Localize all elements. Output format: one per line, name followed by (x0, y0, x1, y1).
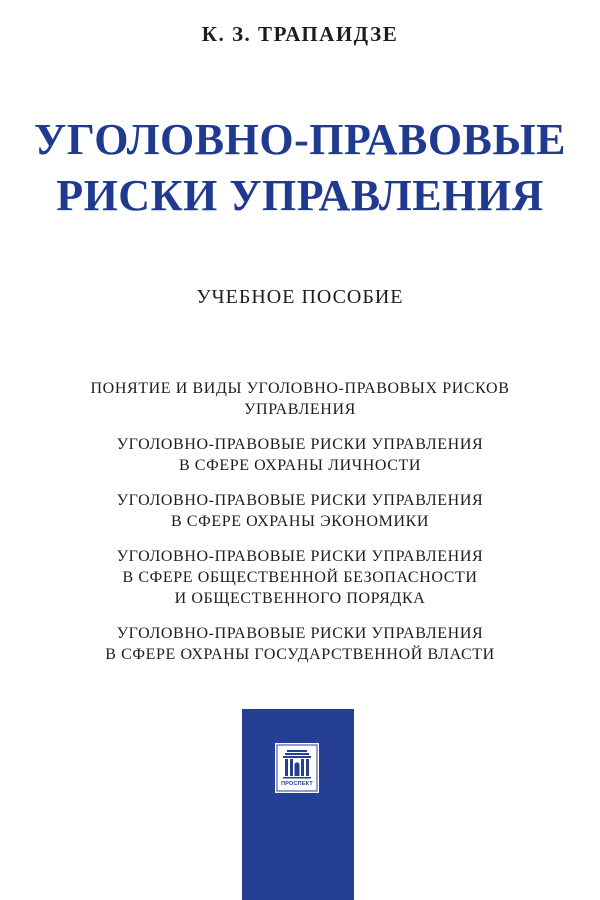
contents-list (0, 378, 600, 679)
contents-item (0, 490, 600, 532)
contents-item-line: В СФЕРЕ ОХРАНЫ ГОСУДАРСТВЕННОЙ ВЛАСТИ (105, 646, 495, 663)
publisher-logo-label: ПРОСПЕКТ (281, 781, 313, 787)
publisher-band (242, 709, 354, 900)
contents-item-line: УГОЛОВНО-ПРАВОВЫЕ РИСКИ УПРАВЛЕНИЯ (116, 548, 484, 565)
contents-item-line: УГОЛОВНО-ПРАВОВЫЕ РИСКИ УПРАВЛЕНИЯ (116, 492, 484, 509)
contents-item-line: В СФЕРЕ ОХРАНЫ ЛИЧНОСТИ (178, 457, 422, 474)
contents-item-line: И ОБЩЕСТВЕННОГО ПОРЯДКА (174, 590, 426, 607)
book-title-line-2: РИСКИ УПРАВЛЕНИЯ (56, 171, 544, 220)
contents-item-line: В СФЕРЕ ОХРАНЫ ЭКОНОМИКИ (170, 513, 430, 530)
contents-item-line: УГОЛОВНО-ПРАВОВЫЕ РИСКИ УПРАВЛЕНИЯ (116, 436, 484, 453)
contents-item-line: ПОНЯТИЕ И ВИДЫ УГОЛОВНО-ПРАВОВЫХ РИСКОВ (90, 380, 510, 397)
contents-item (0, 434, 600, 476)
book-subtitle: УЧЕБНОЕ ПОСОБИЕ (196, 286, 404, 308)
contents-item-line: В СФЕРЕ ОБЩЕСТВЕННОЙ БЕЗОПАСНОСТИ (122, 569, 478, 586)
book-title (0, 112, 600, 224)
contents-item-line: УПРАВЛЕНИЯ (244, 401, 356, 418)
contents-item (0, 623, 600, 665)
book-title-line-1: УГОЛОВНО-ПРАВОВЫЕ (34, 115, 566, 164)
author-name: К. З. ТРАПАИДЗЕ (201, 22, 399, 46)
contents-item (0, 378, 600, 420)
publisher-logo (275, 743, 319, 793)
contents-item-line: УГОЛОВНО-ПРАВОВЫЕ РИСКИ УПРАВЛЕНИЯ (116, 625, 484, 642)
contents-item (0, 546, 600, 609)
